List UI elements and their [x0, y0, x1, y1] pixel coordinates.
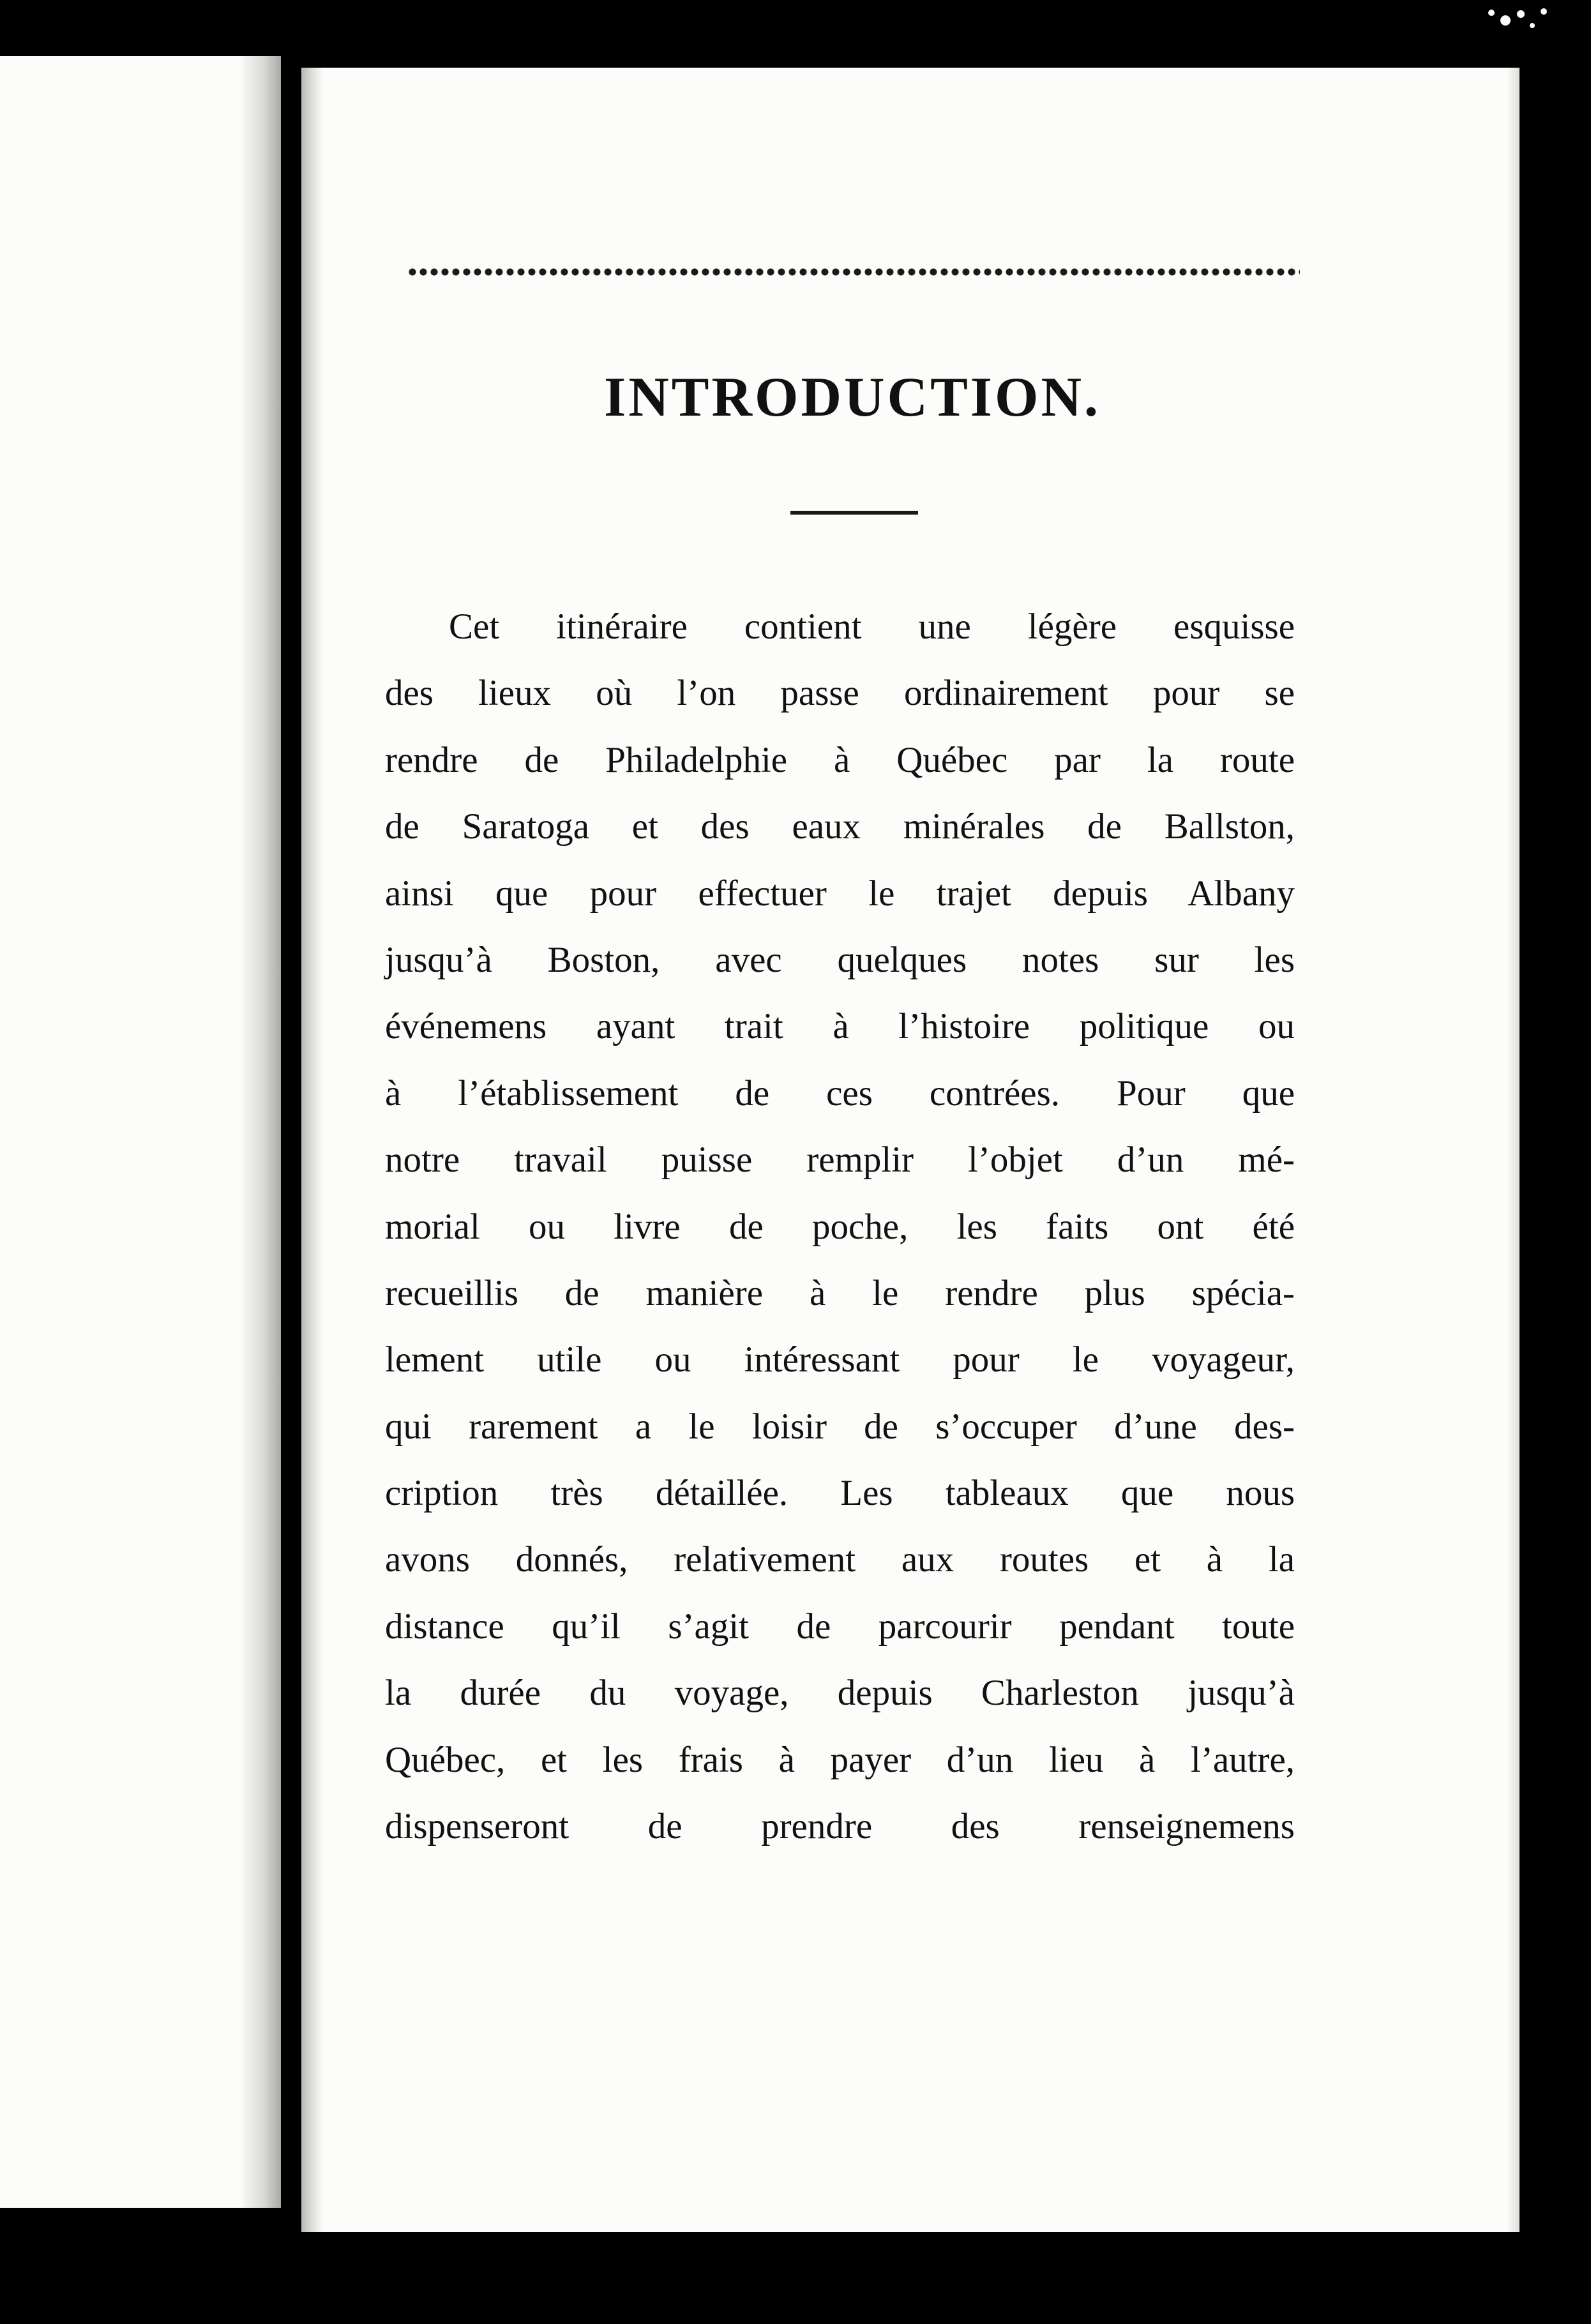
speck [1541, 8, 1547, 15]
speck [1500, 15, 1511, 26]
paragraph-line: lement utile ou intéressant pour le voyageur, [385, 1339, 1295, 1380]
paragraph-line: Cet itinéraire contient une légère esquisse [449, 607, 1295, 647]
paragraph-line: de Saratoga et des eaux minérales de Ballston, [385, 806, 1295, 847]
paragraph-line: Québec, et les frais à payer d’un lieu à l’autre, [385, 1739, 1295, 1780]
speck [1488, 10, 1495, 16]
gutter-shadow [243, 56, 281, 2208]
paragraph-line: recueillis de manière à le rendre plus spécia- [385, 1272, 1295, 1313]
paragraph-line: distance qu’il s’agit de parcourir pendant toute [385, 1606, 1295, 1647]
left-page-fragment [0, 56, 269, 2208]
paragraph-line: avons donnés, relativement aux routes et à la [385, 1539, 1295, 1580]
introduction-paragraph [385, 594, 1295, 1860]
page-title: INTRODUCTION. [603, 366, 1101, 428]
page-edge [1507, 68, 1519, 2232]
ornamental-rule [407, 267, 1300, 277]
paragraph-line: des lieux où l’on passe ordinairement pour se [385, 673, 1295, 714]
page-binding-shadow [301, 68, 323, 2232]
paragraph-line: morial ou livre de poche, les faits ont été [385, 1206, 1295, 1247]
paragraph-line: la durée du voyage, depuis Charleston jusqu’à [385, 1673, 1295, 1714]
paragraph-line: notre travail puisse remplir l’objet d’un mé- [385, 1140, 1295, 1181]
title-divider [790, 511, 918, 515]
paragraph-line: à l’établissement de ces contrées. Pour que [385, 1073, 1295, 1113]
scan-speck-marks [1479, 0, 1568, 38]
paragraph-line: cription très détaillée. Les tableaux que nous [385, 1473, 1295, 1514]
paragraph-line: événemens ayant trait à l’histoire politique ou [385, 1006, 1295, 1047]
paragraph-line: rendre de Philadelphie à Québec par la route [385, 739, 1295, 780]
paragraph-line: dispenseront de prendre des renseignemens [385, 1806, 1295, 1847]
paragraph-line: jusqu’à Boston, avec quelques notes sur les [385, 939, 1295, 980]
speck [1517, 10, 1525, 18]
speck [1530, 23, 1535, 28]
paragraph-line: ainsi que pour effectuer le trajet depuis Albany [385, 873, 1295, 914]
paragraph-line: qui rarement a le loisir de s’occuper d’une des- [385, 1406, 1295, 1447]
